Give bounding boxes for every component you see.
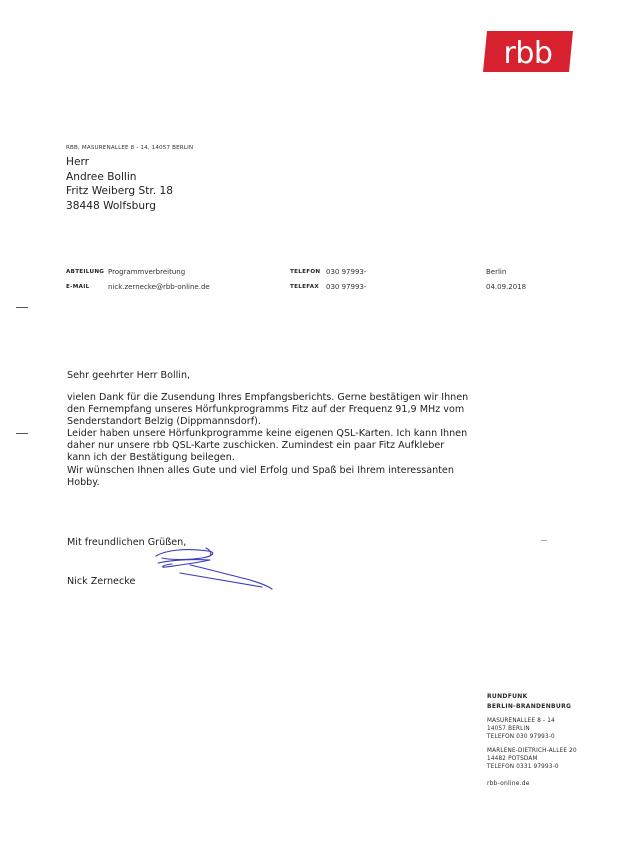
footer-org-line2: BERLIN-BRANDENBURG — [487, 702, 572, 710]
scan-line — [0, 599, 620, 602]
phone-label: TELEFON — [290, 269, 321, 275]
recipient-address — [66, 155, 173, 213]
letter-body — [67, 392, 468, 489]
letter-date: 04.09.2018 — [486, 283, 527, 291]
margin-mark — [541, 540, 547, 541]
footer-berlin-street: MASURENALLEE 8 - 14 — [487, 718, 555, 724]
handwritten-signature — [150, 538, 280, 598]
recipient-street: Fritz Weiberg Str. 18 — [66, 185, 173, 198]
body-line: kann ich der Bestätigung beilegen. — [67, 452, 235, 464]
letter-closing: Mit freundlichen Grüßen, — [67, 537, 187, 548]
footer-berlin-phone: TELEFON 030 97993-0 — [487, 734, 555, 741]
body-line: Wir wünschen Ihnen alles Gute und viel Erfolg und Spaß bei Ihrem interessanten — [67, 464, 454, 476]
footer-berlin-city: 14057 BERLIN — [487, 726, 530, 733]
department-value: Programmverbreitung — [108, 268, 186, 276]
body-line: Hobby. — [67, 476, 100, 488]
body-line: Senderstandort Belzig (Dippmannsdorf). — [67, 416, 261, 428]
footer-potsdam-city: 14482 POTSDAM — [487, 755, 538, 762]
footer-potsdam-phone: TELEFON 0331 97993-0 — [487, 764, 559, 771]
letter-salutation: Sehr geehrter Herr Bollin, — [67, 370, 191, 381]
footer-address — [487, 692, 577, 788]
body-line: den Fernempfang unseres Hörfunkprogramms Fitz auf der Frequenz 91,9 MHz vom — [67, 404, 465, 416]
footer-website-link[interactable]: rbb-online.de — [487, 780, 530, 788]
fold-mark — [16, 307, 28, 308]
letter-city: Berlin — [486, 268, 507, 276]
recipient-salutation: Herr — [66, 156, 90, 168]
body-line: daher nur unsere rbb QSL-Karte zuschicken. Zumindest ein paar Fitz Aufkleber — [67, 440, 445, 452]
scan-line — [0, 294, 620, 297]
hole-mark — [16, 433, 28, 434]
fax-value: 030 97993- — [326, 283, 367, 291]
rbb-logo — [483, 31, 573, 72]
body-line: Leider haben unsere Hörfunkprogramme keine eigenen QSL-Karten. Ich kann Ihnen — [67, 428, 468, 440]
recipient-name: Andree Bollin — [66, 170, 137, 183]
body-line: vielen Dank für die Zusendung Ihres Empfangsberichts. Gerne bestätigen wir Ihnen — [67, 392, 469, 403]
recipient-city: 38448 Wolfsburg — [66, 199, 156, 212]
footer-potsdam-street: MARLENE-DIETRICH-ALLEE 20 — [487, 747, 577, 754]
sender-address-line: RBB, MASURENALLEE 8 - 14, 14057 BERLIN — [66, 145, 194, 151]
email-label: E-MAIL — [66, 284, 90, 290]
email-value[interactable]: nick.zernecke@rbb-online.de — [108, 283, 210, 291]
department-label: ABTEILUNG — [66, 269, 105, 275]
phone-value: 030 97993- — [326, 268, 367, 276]
signer-name: Nick Zernecke — [67, 576, 136, 587]
footer-org-line1: RUNDFUNK — [487, 693, 528, 700]
logo-text: rbb — [503, 36, 553, 71]
fax-label: TELEFAX — [290, 284, 319, 290]
